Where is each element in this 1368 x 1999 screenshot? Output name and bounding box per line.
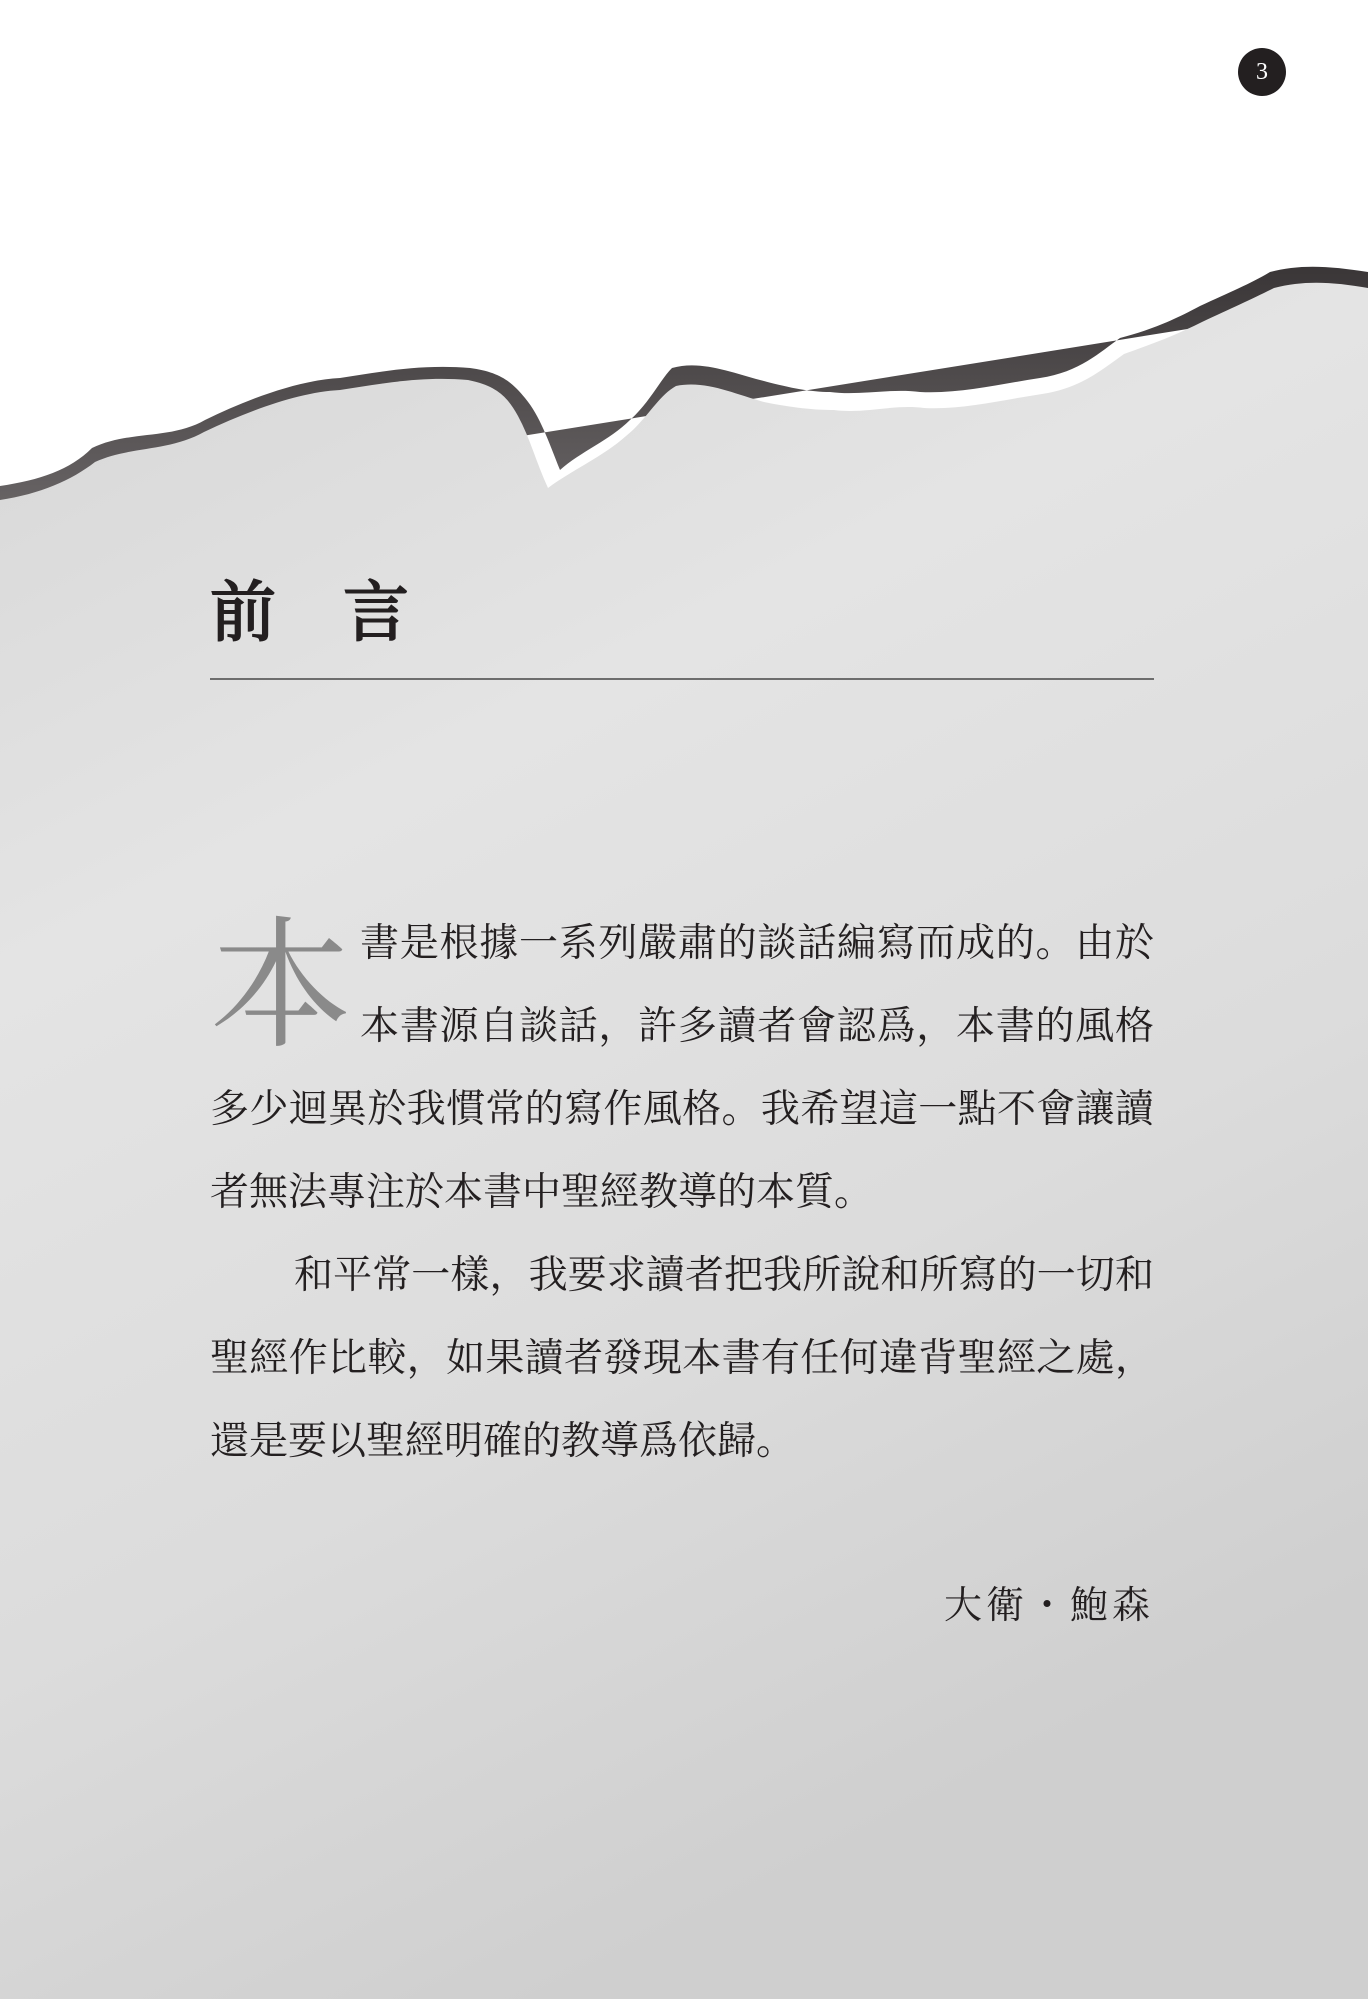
- author-signature: 大衛・鮑森: [943, 1583, 1154, 1627]
- paragraph-1: [210, 902, 1154, 1234]
- title-divider: [210, 678, 1154, 680]
- page-title: 前 言: [210, 574, 431, 651]
- paragraph-1-text: 書是根據一系列嚴肅的談話編寫而成的。由於本書源自談話，許多讀者會認爲，本書的風格多少迴異於我慣常的寫作風格。我希望這一點不會讓讀者無法專注於本書中聖經教導的本質。: [210, 921, 1154, 1215]
- preface-body: [210, 902, 1154, 1483]
- page-number-badge: [1238, 48, 1286, 96]
- drop-cap: 本: [210, 904, 352, 1069]
- page-number: 3: [1256, 58, 1268, 85]
- paragraph-2: 和平常一樣，我要求讀者把我所說和所寫的一切和聖經作比較，如果讀者發現本書有任何違背聖經之處，還是要以聖經明確的教導爲依歸。: [210, 1253, 1154, 1464]
